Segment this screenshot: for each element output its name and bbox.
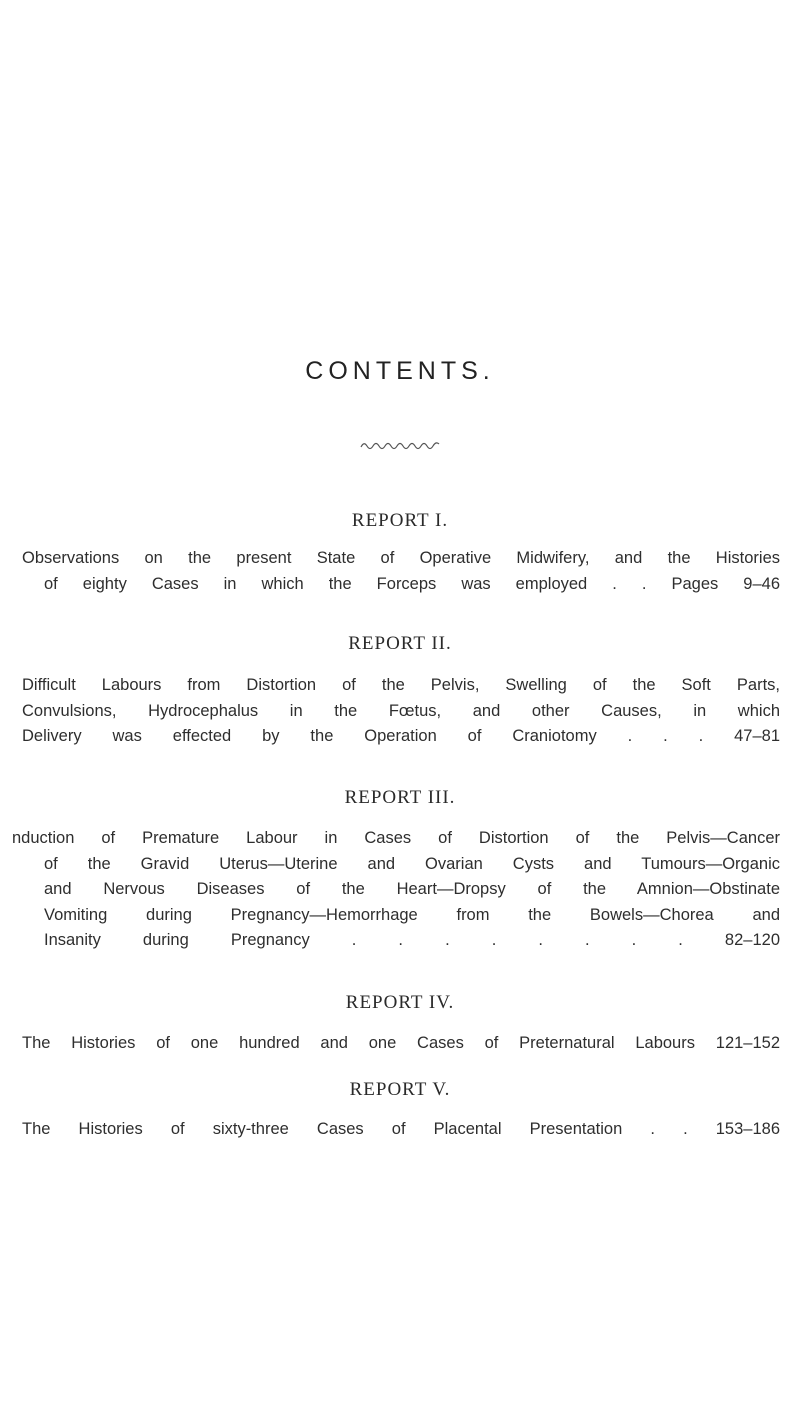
report-5-entry: [22, 1117, 780, 1143]
report-1-line-1: Observations on the present State of Operative Midwifery, and the Histories: [22, 549, 780, 567]
report-3-line-1: nduction of Premature Labour in Cases of Distortion of the Pelvis—Cancer: [12, 829, 780, 847]
report-5-line-1: The Histories of sixty-three Cases of Placental Presentation . . 153–186: [22, 1120, 780, 1138]
report-1-line-2: of eighty Cases in which the Forceps was employed . . Pages 9–46: [44, 574, 780, 593]
report-2-line-2: Convulsions, Hydrocephalus in the Fœtus, and other Causes, in which: [22, 701, 780, 720]
report-3-line-5: Insanity during Pregnancy . . . . . . . . 82–120: [44, 931, 780, 949]
report-3-heading: REPORT III.: [344, 787, 456, 808]
report-3-line-3: and Nervous Diseases of the Heart—Dropsy of the Amnion—Obstinate: [44, 880, 780, 898]
report-4-heading: REPORT IV.: [345, 992, 455, 1013]
page-title: CONTENTS.: [305, 357, 495, 385]
report-5-heading: REPORT V.: [349, 1079, 451, 1100]
report-3-entry: [12, 826, 780, 954]
wavy-ornament-divider: [360, 438, 442, 452]
report-1-heading: REPORT I.: [351, 510, 449, 531]
report-3-line-4: Vomiting during Pregnancy—Hemorrhage from the Bowels—Chorea and: [44, 905, 780, 924]
report-3-line-2: of the Gravid Uterus—Uterine and Ovarian Cysts and Tumours—Organic: [44, 854, 780, 873]
report-2-line-3: Delivery was effected by the Operation of Craniotomy . . . 47–81: [22, 727, 780, 745]
report-2-heading: REPORT II.: [348, 633, 452, 654]
report-2-line-1: Difficult Labours from Distortion of the Pelvis, Swelling of the Soft Parts,: [22, 676, 780, 694]
report-4-entry: [22, 1031, 780, 1057]
report-2-entry: [22, 673, 780, 750]
report-4-line-1: The Histories of one hundred and one Cases of Preternatural Labours 121–152: [22, 1034, 780, 1052]
report-1-entry: [22, 546, 780, 597]
